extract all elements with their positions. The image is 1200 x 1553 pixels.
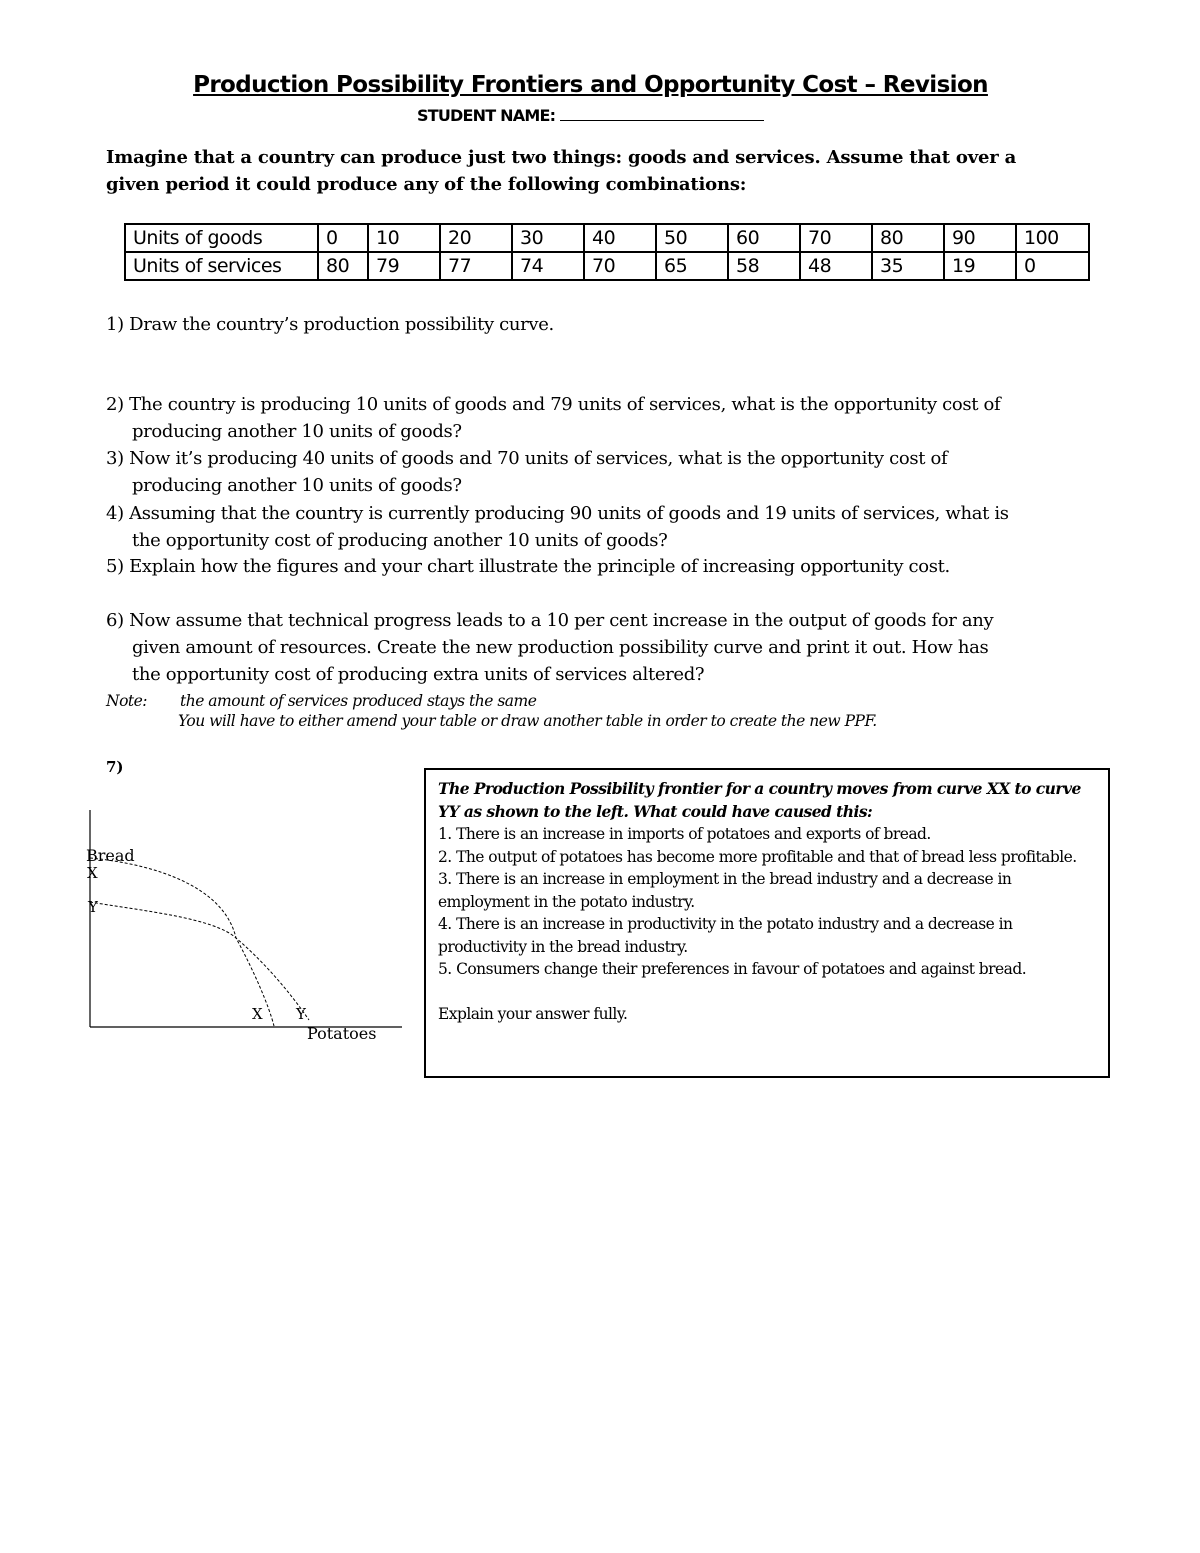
question-6-line-1: 6) Now assume that technical progress leads to a 10 per cent increase in the output of goods for any [106, 610, 994, 631]
question-6-line-2: given amount of resources. Create the new production possibility curve and print it out. How has [132, 637, 989, 658]
student-name-field[interactable] [560, 106, 764, 121]
combinations-table [124, 223, 1090, 281]
table-cell: 30 [512, 224, 584, 252]
table-cell: 74 [512, 252, 584, 280]
note [106, 690, 536, 712]
curve-x-bottom-label: X [252, 1005, 263, 1023]
question-1: 1) Draw the country’s production possibility curve. [106, 314, 554, 335]
question-2 [106, 391, 1086, 445]
question-4-line-2: the opportunity cost of producing another 10 units of goods? [132, 530, 668, 551]
goods-row [125, 224, 1089, 252]
question-7-label: 7) [106, 758, 124, 776]
box-spacer [438, 981, 1096, 1003]
box-heading: The Production Possibility frontier for a country moves from curve XX to curve YY as shown to the left. What could have caused this: [438, 779, 1081, 821]
curve-yy [90, 902, 309, 1020]
question-3 [106, 445, 1086, 499]
table-cell: 10 [368, 224, 440, 252]
goods-row-header: Units of goods [125, 224, 318, 252]
table-cell: 0 [318, 224, 368, 252]
x-axis-label: Potatoes [307, 1024, 377, 1043]
question-2-line-2: producing another 10 units of goods? [132, 421, 462, 442]
table-cell: 90 [944, 224, 1016, 252]
question-2-line-1: 2) The country is producing 10 units of goods and 79 units of services, what is the opportunity cost of [106, 394, 1001, 415]
question-3-line-1: 3) Now it’s producing 40 units of goods and 70 units of services, what is the opportunity cost of [106, 448, 948, 469]
table-cell: 48 [800, 252, 872, 280]
page-title: Production Possibility Frontiers and Opportunity Cost – Revision [193, 72, 988, 98]
question-4 [106, 500, 1086, 554]
box-item-4: 4. There is an increase in productivity in the potato industry and a decrease in productivity in the bread industry. [438, 915, 1013, 956]
table-cell: 50 [656, 224, 728, 252]
student-name-line [0, 106, 1181, 125]
table-cell: 80 [318, 252, 368, 280]
box-item-2: 2. The output of potatoes has become more profitable and that of bread less profitable. [438, 847, 1077, 866]
table-cell: 40 [584, 224, 656, 252]
box-item-3: 3. There is an increase in employment in the bread industry and a decrease in employment in the potato industry. [438, 870, 1012, 911]
student-name-label: STUDENT NAME: [417, 106, 556, 125]
curve-xx [90, 858, 274, 1026]
table-cell: 80 [872, 224, 944, 252]
ppf-graph [84, 806, 414, 1051]
question-6 [106, 607, 1086, 688]
table-cell: 79 [368, 252, 440, 280]
table-cell: 77 [440, 252, 512, 280]
table-cell: 70 [584, 252, 656, 280]
note-line-1: the amount of services produced stays the same [180, 692, 537, 710]
table-cell: 35 [872, 252, 944, 280]
services-row [125, 252, 1089, 280]
curve-y-bottom-label: Y [296, 1005, 306, 1023]
table-cell: 58 [728, 252, 800, 280]
note-line-2: You will have to either amend your table or draw another table in order to create the new PPF. [178, 712, 877, 730]
box-item-5: 5. Consumers change their preferences in favour of potatoes and against bread. [438, 960, 1027, 978]
question-4-line-1: 4) Assuming that the country is currently producing 90 units of goods and 19 units of services, what is [106, 503, 1009, 524]
table-cell: 65 [656, 252, 728, 280]
table-cell: 60 [728, 224, 800, 252]
question-5: 5) Explain how the figures and your chart illustrate the principle of increasing opportunity cost. [106, 556, 950, 577]
question-7-box [424, 768, 1110, 1078]
table-cell: 70 [800, 224, 872, 252]
table-cell: 19 [944, 252, 1016, 280]
box-item-1: 1. There is an increase in imports of potatoes and exports of bread. [438, 825, 931, 843]
table-cell: 0 [1016, 252, 1089, 280]
y-axis-label: Bread [86, 846, 135, 865]
note-label: Note: [106, 692, 148, 710]
curve-y-top-label: Y [88, 898, 98, 916]
table-cell: 100 [1016, 224, 1089, 252]
table-cell: 20 [440, 224, 512, 252]
services-row-header: Units of services [125, 252, 318, 280]
question-3-line-2: producing another 10 units of goods? [132, 475, 462, 496]
question-6-line-3: the opportunity cost of producing extra units of services altered? [132, 664, 705, 685]
curve-x-top-label: X [87, 864, 98, 882]
intro-text: Imagine that a country can produce just two things: goods and services. Assume that over a given period it could produce any of the following combinations: [106, 147, 1017, 195]
box-closing: Explain your answer fully. [438, 1004, 628, 1023]
